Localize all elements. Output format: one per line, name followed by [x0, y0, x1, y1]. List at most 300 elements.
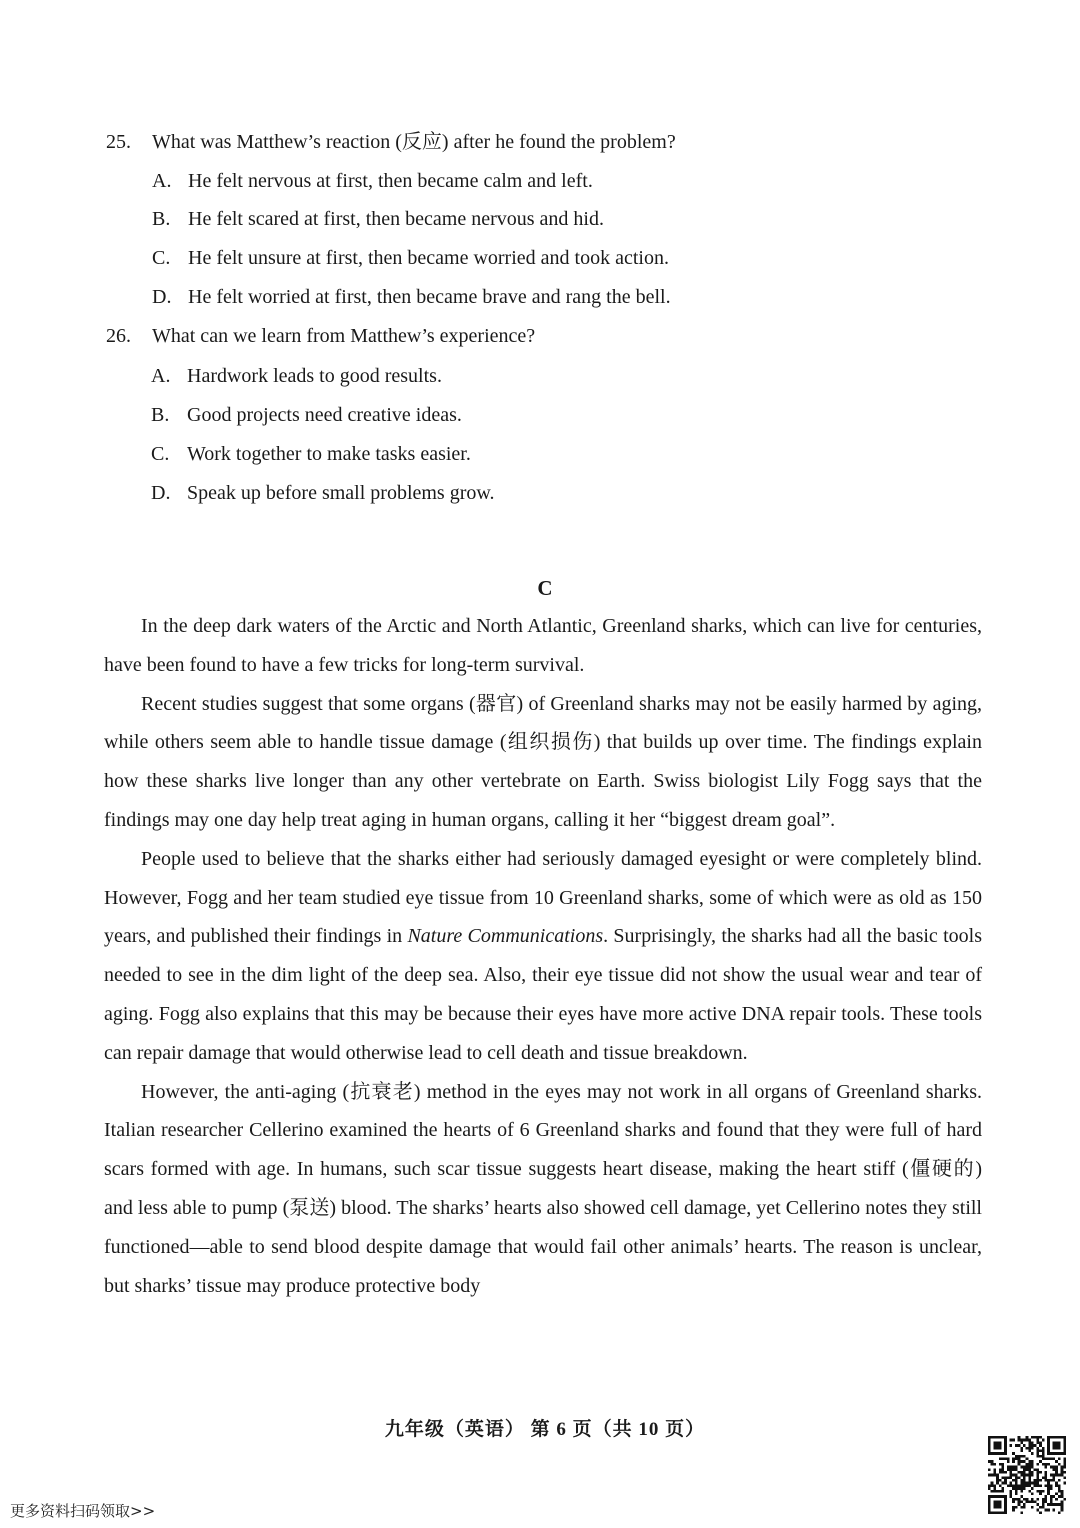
qr-module: [996, 1490, 999, 1493]
qr-module: [1058, 1503, 1061, 1506]
qr-module: [996, 1482, 999, 1485]
option-26-c[interactable]: [151, 441, 471, 467]
question-number: 26.: [106, 325, 131, 347]
qr-module: [1026, 1501, 1029, 1504]
qr-module: [1023, 1479, 1026, 1482]
option-letter: A.: [152, 170, 172, 192]
qr-module: [991, 1490, 994, 1493]
qr-module: [1020, 1474, 1023, 1477]
qr-module: [1050, 1479, 1053, 1482]
qr-module: [1010, 1474, 1013, 1477]
qr-module: [1018, 1460, 1021, 1463]
qr-module: [1061, 1509, 1064, 1512]
qr-module: [1055, 1503, 1058, 1506]
qr-module: [1050, 1498, 1053, 1501]
qr-module: [1018, 1487, 1021, 1490]
option-letter: C.: [151, 443, 170, 465]
qr-module: [1061, 1474, 1064, 1477]
qr-module: [1020, 1460, 1023, 1463]
qr-module: [1026, 1447, 1029, 1450]
qr-module: [1018, 1458, 1021, 1461]
qr-module: [1058, 1511, 1061, 1514]
qr-module: [1028, 1463, 1031, 1466]
qr-module: [1047, 1463, 1050, 1466]
qr-module: [1050, 1466, 1053, 1469]
qr-module: [1044, 1458, 1047, 1461]
qr-module: [1012, 1468, 1015, 1471]
option-25-c[interactable]: [152, 245, 669, 271]
qr-module: [999, 1471, 1002, 1474]
qr-module: [1023, 1468, 1026, 1471]
qr-module: [1012, 1466, 1015, 1469]
qr-module: [1001, 1468, 1004, 1471]
qr-module: [1028, 1479, 1031, 1482]
qr-module: [1026, 1458, 1029, 1461]
option-text: Good projects need creative ideas.: [187, 404, 462, 426]
qr-module: [1039, 1511, 1042, 1514]
qr-module: [1026, 1474, 1029, 1477]
qr-module: [1004, 1458, 1007, 1461]
option-text: He felt scared at first, then became nervous and hid.: [188, 208, 604, 230]
qr-module: [1036, 1482, 1039, 1485]
qr-module: [1020, 1471, 1023, 1474]
qr-module: [1031, 1447, 1034, 1450]
qr-module: [1031, 1482, 1034, 1485]
qr-module: [1047, 1482, 1050, 1485]
qr-module: [1028, 1439, 1031, 1442]
qr-module: [1063, 1460, 1066, 1463]
qr-module: [999, 1484, 1002, 1487]
question-25: [106, 129, 676, 155]
qr-module: [988, 1468, 991, 1471]
qr-module: [1031, 1463, 1034, 1466]
qr-module: [1044, 1471, 1047, 1474]
qr-module: [993, 1484, 996, 1487]
qr-module: [1055, 1468, 1058, 1471]
qr-module: [1034, 1468, 1037, 1471]
option-text: Speak up before small problems grow.: [187, 482, 495, 504]
qr-module: [1012, 1479, 1015, 1482]
qr-module: [1063, 1466, 1066, 1469]
qr-module: [1061, 1471, 1064, 1474]
qr-module: [1023, 1484, 1026, 1487]
qr-module: [1020, 1466, 1023, 1469]
qr-module: [1053, 1474, 1056, 1477]
qr-module: [1026, 1463, 1029, 1466]
qr-module: [1042, 1452, 1045, 1455]
qr-module: [1020, 1441, 1023, 1444]
qr-module: [1036, 1503, 1039, 1506]
qr-module: [1039, 1471, 1042, 1474]
qr-module: [1036, 1471, 1039, 1474]
qr-module: [1031, 1474, 1034, 1477]
qr-module: [1055, 1498, 1058, 1501]
qr-module: [1036, 1441, 1039, 1444]
qr-module: [1004, 1479, 1007, 1482]
qr-module: [1001, 1487, 1004, 1490]
qr-module: [993, 1490, 996, 1493]
qr-module: [1044, 1463, 1047, 1466]
qr-module: [1036, 1449, 1039, 1452]
qr-module: [1047, 1509, 1050, 1512]
qr-module: [1020, 1501, 1023, 1504]
qr-module: [1036, 1468, 1039, 1471]
qr-module: [996, 1474, 999, 1477]
option-26-d[interactable]: [151, 480, 495, 506]
qr-module: [1061, 1468, 1064, 1471]
qr-module: [1036, 1476, 1039, 1479]
qr-module: [1044, 1501, 1047, 1504]
qr-module: [1034, 1436, 1037, 1439]
option-text: He felt worried at first, then became brave and rang the bell.: [188, 286, 671, 308]
qr-module: [1036, 1439, 1039, 1442]
qr-module: [1020, 1482, 1023, 1485]
qr-module: [999, 1468, 1002, 1471]
qr-module: [1007, 1458, 1010, 1461]
paragraph-3-part-1: People used to believe that the sharks either had seriously damaged eyesight or were completely blind. However, Fogg and her team studied eye tissue from 10 Greenland sharks, some of which were as old as 150 years, and published their findings in: [104, 847, 982, 948]
qr-module: [1034, 1501, 1037, 1504]
qr-module: [1047, 1484, 1050, 1487]
qr-module: [1055, 1484, 1058, 1487]
qr-module: [1061, 1466, 1064, 1469]
qr-module: [1047, 1490, 1050, 1493]
qr-module: [1012, 1460, 1015, 1463]
qr-module: [1031, 1436, 1034, 1439]
section-heading: C: [537, 576, 553, 600]
qr-module: [1004, 1476, 1007, 1479]
qr-module: [1031, 1492, 1034, 1495]
qr-module: [1026, 1482, 1029, 1485]
qr-module: [996, 1476, 999, 1479]
qr-module: [1039, 1479, 1042, 1482]
qr-module: [1023, 1439, 1026, 1442]
qr-module: [1031, 1460, 1034, 1463]
qr-module: [1015, 1455, 1018, 1458]
qr-module: [1042, 1447, 1045, 1450]
qr-module: [1015, 1468, 1018, 1471]
qr-module: [1010, 1490, 1013, 1493]
qr-module: [999, 1463, 1002, 1466]
qr-module: [1023, 1503, 1026, 1506]
qr-module: [993, 1463, 996, 1466]
qr-module: [1001, 1490, 1004, 1493]
qr-module: [1044, 1509, 1047, 1512]
qr-module: [1036, 1490, 1039, 1493]
qr-module: [1001, 1471, 1004, 1474]
question-text: What was Matthew’s reaction (反应) after he found the problem?: [152, 131, 676, 153]
qr-module: [1028, 1460, 1031, 1463]
qr-module: [1034, 1482, 1037, 1485]
qr-module: [1020, 1484, 1023, 1487]
qr-module: [1061, 1490, 1064, 1493]
qr-module: [1042, 1439, 1045, 1442]
qr-module: [1058, 1458, 1061, 1461]
qr-module: [1058, 1479, 1061, 1482]
qr-module: [1001, 1482, 1004, 1485]
qr-module: [1050, 1458, 1053, 1461]
qr-module: [1034, 1484, 1037, 1487]
qr-module: [1018, 1503, 1021, 1506]
qr-module: [1044, 1476, 1047, 1479]
reading-passage: [104, 607, 982, 1305]
qr-module: [1020, 1449, 1023, 1452]
qr-module: [1050, 1487, 1053, 1490]
qr-module: [1018, 1455, 1021, 1458]
passage-paragraph-4: However, the anti-aging (抗衰老) method in the eyes may not work in all organs of Greenland sharks. Italian researcher Cellerino examined the hearts of 6 Greenland sharks and found that they were full of hard scars formed with age. In humans, such scar tissue suggests heart disease, making the heart stiff (僵硬的) and less able to pump (泵送) blood. The sharks’ hearts also showed cell damage, yet Cellerino notes they still functioned—able to send blood despite damage that would fail other animals’ hearts. The reason is unclear, but sharks’ tissue may produce protective body: [104, 1080, 982, 1297]
qr-module: [1053, 1468, 1056, 1471]
qr-module: [1004, 1471, 1007, 1474]
option-25-d[interactable]: [152, 284, 671, 310]
qr-module: [1055, 1460, 1058, 1463]
passage-paragraph-2: Recent studies suggest that some organs (器官) of Greenland sharks may not be easily harmed by aging, while others seem able to handle tissue damage (组织损伤) that builds up over time. The findings explain how these sharks live longer than any other vertebrate on Earth. Swiss biologist Lily Fogg says that the findings may one day help treat aging in human organs, calling it her “biggest dream goal”.: [104, 692, 982, 831]
qr-module: [1012, 1509, 1015, 1512]
option-25-a[interactable]: [152, 168, 593, 194]
qr-module: [1012, 1498, 1015, 1501]
qr-module: [1023, 1487, 1026, 1490]
qr-module: [1050, 1495, 1053, 1498]
qr-module: [1010, 1484, 1013, 1487]
qr-module: [1058, 1463, 1061, 1466]
qr-module: [1007, 1466, 1010, 1469]
qr-module: [1036, 1455, 1039, 1458]
option-25-b[interactable]: [152, 206, 604, 232]
qr-module: [1012, 1439, 1015, 1442]
qr-module: [1023, 1482, 1026, 1485]
qr-module: [1031, 1452, 1034, 1455]
qr-module: [1042, 1490, 1045, 1493]
qr-module: [1007, 1460, 1010, 1463]
qr-module: [1015, 1482, 1018, 1485]
option-letter: B.: [151, 404, 170, 426]
qr-module: [1018, 1436, 1021, 1439]
qr-module: [1036, 1498, 1039, 1501]
qr-module: [1047, 1479, 1050, 1482]
qr-module: [999, 1458, 1002, 1461]
option-26-b[interactable]: [151, 402, 462, 428]
qr-module: [1042, 1498, 1045, 1501]
passage-paragraph-3: [104, 840, 982, 1073]
qr-module: [1020, 1439, 1023, 1442]
paragraph-3-part-2: . Surprisingly, the sharks had all the basic tools needed to see in the dim light of the deep sea. Also, their eye tissue did not show the usual wear and tear of aging. Fogg also explains that this may be because their eyes have more active DNA repair tools. These tools can repair damage that would otherwise lead to cell death and tissue breakdown.: [104, 925, 982, 1064]
qr-module: [988, 1487, 991, 1490]
qr-module: [1007, 1468, 1010, 1471]
qr-module: [1026, 1466, 1029, 1469]
qr-module: [1063, 1471, 1066, 1474]
page-footer-label: 九年级（英语） 第 6 页（共 10 页）: [384, 1419, 706, 1440]
qr-module: [1012, 1484, 1015, 1487]
qr-module: [1023, 1466, 1026, 1469]
qr-module: [1020, 1447, 1023, 1450]
qr-module: [1042, 1501, 1045, 1504]
qr-module: [999, 1479, 1002, 1482]
qr-module: [1010, 1466, 1013, 1469]
option-letter: D.: [151, 482, 171, 504]
qr-module: [1034, 1479, 1037, 1482]
qr-module: [1055, 1474, 1058, 1477]
question-number: 25.: [106, 131, 131, 153]
qr-module: [1042, 1455, 1045, 1458]
qr-module: [1018, 1501, 1021, 1504]
qr-module: [1039, 1492, 1042, 1495]
qr-module: [1039, 1449, 1042, 1452]
qr-module: [1058, 1487, 1061, 1490]
qr-module: [1039, 1506, 1042, 1509]
qr-code-icon[interactable]: [988, 1436, 1066, 1514]
qr-module: [1034, 1444, 1037, 1447]
qr-module: [1031, 1441, 1034, 1444]
qr-module: [1044, 1474, 1047, 1477]
qr-module: [1055, 1471, 1058, 1474]
qr-module: [1047, 1458, 1050, 1461]
option-text: He felt nervous at first, then became calm and left.: [188, 170, 593, 192]
qr-module: [1010, 1482, 1013, 1485]
qr-module: [1028, 1490, 1031, 1493]
qr-module: [1023, 1498, 1026, 1501]
qr-module: [1055, 1492, 1058, 1495]
qr-module: [988, 1484, 991, 1487]
qr-module: [1012, 1487, 1015, 1490]
qr-module: [1023, 1444, 1026, 1447]
qr-module: [993, 1474, 996, 1477]
qr-module: [1031, 1444, 1034, 1447]
qr-module: [999, 1490, 1002, 1493]
qr-module: [1036, 1509, 1039, 1512]
question-26: [106, 323, 535, 349]
promo-link[interactable]: 更多资料扫码领取>>: [10, 1502, 156, 1520]
qr-module: [1012, 1452, 1015, 1455]
qr-module: [1053, 1495, 1056, 1498]
qr-module: [1050, 1501, 1053, 1504]
option-text: Hardwork leads to good results.: [187, 365, 442, 387]
qr-module: [1015, 1476, 1018, 1479]
qr-module: [1015, 1466, 1018, 1469]
qr-module: [1018, 1498, 1021, 1501]
qr-module: [1036, 1436, 1039, 1439]
qr-module: [1020, 1495, 1023, 1498]
qr-module: [991, 1484, 994, 1487]
qr-module: [1063, 1458, 1066, 1461]
qr-module: [1028, 1471, 1031, 1474]
qr-module: [1020, 1479, 1023, 1482]
qr-module: [1039, 1490, 1042, 1493]
qr-module: [1031, 1487, 1034, 1490]
option-letter: C.: [152, 247, 171, 269]
qr-module: [1063, 1476, 1066, 1479]
qr-module: [1026, 1484, 1029, 1487]
qr-module: [1028, 1482, 1031, 1485]
qr-module: [1063, 1463, 1066, 1466]
qr-module: [1015, 1474, 1018, 1477]
qr-module: [1042, 1449, 1045, 1452]
qr-module: [1036, 1463, 1039, 1466]
qr-module: [1039, 1441, 1042, 1444]
qr-module: [1015, 1490, 1018, 1493]
qr-module: [1018, 1476, 1021, 1479]
qr-module: [1044, 1498, 1047, 1501]
qr-module: [1015, 1487, 1018, 1490]
option-letter: B.: [152, 208, 171, 230]
qr-module: [1010, 1476, 1013, 1479]
qr-module: [1047, 1487, 1050, 1490]
qr-module: [1053, 1503, 1056, 1506]
qr-module: [1031, 1501, 1034, 1504]
qr-module: [1036, 1479, 1039, 1482]
qr-module: [1031, 1466, 1034, 1469]
qr-module: [1001, 1466, 1004, 1469]
qr-module: [1026, 1439, 1029, 1442]
qr-module: [1055, 1482, 1058, 1485]
qr-module: [1028, 1441, 1031, 1444]
qr-module: [993, 1471, 996, 1474]
qr-module: [1026, 1498, 1029, 1501]
option-letter: A.: [151, 365, 171, 387]
qr-module: [1020, 1506, 1023, 1509]
qr-module: [1023, 1506, 1026, 1509]
qr-module: [1020, 1487, 1023, 1490]
qr-module: [1050, 1474, 1053, 1477]
option-letter: D.: [152, 286, 172, 308]
qr-module: [1015, 1458, 1018, 1461]
qr-module: [1047, 1492, 1050, 1495]
question-text: What can we learn from Matthew’s experience?: [152, 325, 536, 347]
qr-module: [1015, 1506, 1018, 1509]
qr-module: [1036, 1484, 1039, 1487]
qr-module: [1058, 1484, 1061, 1487]
qr-module: [1020, 1455, 1023, 1458]
qr-module: [1053, 1466, 1056, 1469]
qr-module: [1058, 1495, 1061, 1498]
qr-module: [1010, 1444, 1013, 1447]
qr-module: [1012, 1506, 1015, 1509]
qr-module: [1010, 1495, 1013, 1498]
qr-module: [1026, 1436, 1029, 1439]
qr-module: [1053, 1476, 1056, 1479]
qr-module: [1039, 1460, 1042, 1463]
qr-module: [1010, 1471, 1013, 1474]
qr-module: [1031, 1471, 1034, 1474]
qr-module: [1039, 1484, 1042, 1487]
qr-module: [991, 1463, 994, 1466]
qr-module: [1028, 1484, 1031, 1487]
journal-title: Nature Communications: [407, 925, 604, 948]
qr-module: [1058, 1474, 1061, 1477]
qr-module: [1063, 1498, 1066, 1501]
qr-module: [1044, 1484, 1047, 1487]
qr-module: [993, 1468, 996, 1471]
qr-module: [1028, 1447, 1031, 1450]
qr-module: [1031, 1506, 1034, 1509]
qr-module: [1018, 1444, 1021, 1447]
qr-module: [1028, 1468, 1031, 1471]
qr-module: [1015, 1492, 1018, 1495]
qr-module: [1028, 1476, 1031, 1479]
option-text: He felt unsure at first, then became worried and took action.: [188, 247, 669, 269]
qr-module: [988, 1460, 991, 1463]
qr-module: [991, 1460, 994, 1463]
qr-module: [1036, 1452, 1039, 1455]
qr-module: [1018, 1484, 1021, 1487]
qr-module: [1004, 1482, 1007, 1485]
qr-module: [1044, 1466, 1047, 1469]
option-26-a[interactable]: [151, 363, 442, 389]
qr-module: [1058, 1490, 1061, 1493]
qr-module: [1012, 1501, 1015, 1504]
qr-module: [991, 1474, 994, 1477]
qr-module: [1031, 1498, 1034, 1501]
qr-module: [1044, 1495, 1047, 1498]
qr-module: [1020, 1490, 1023, 1493]
qr-module: [1023, 1455, 1026, 1458]
